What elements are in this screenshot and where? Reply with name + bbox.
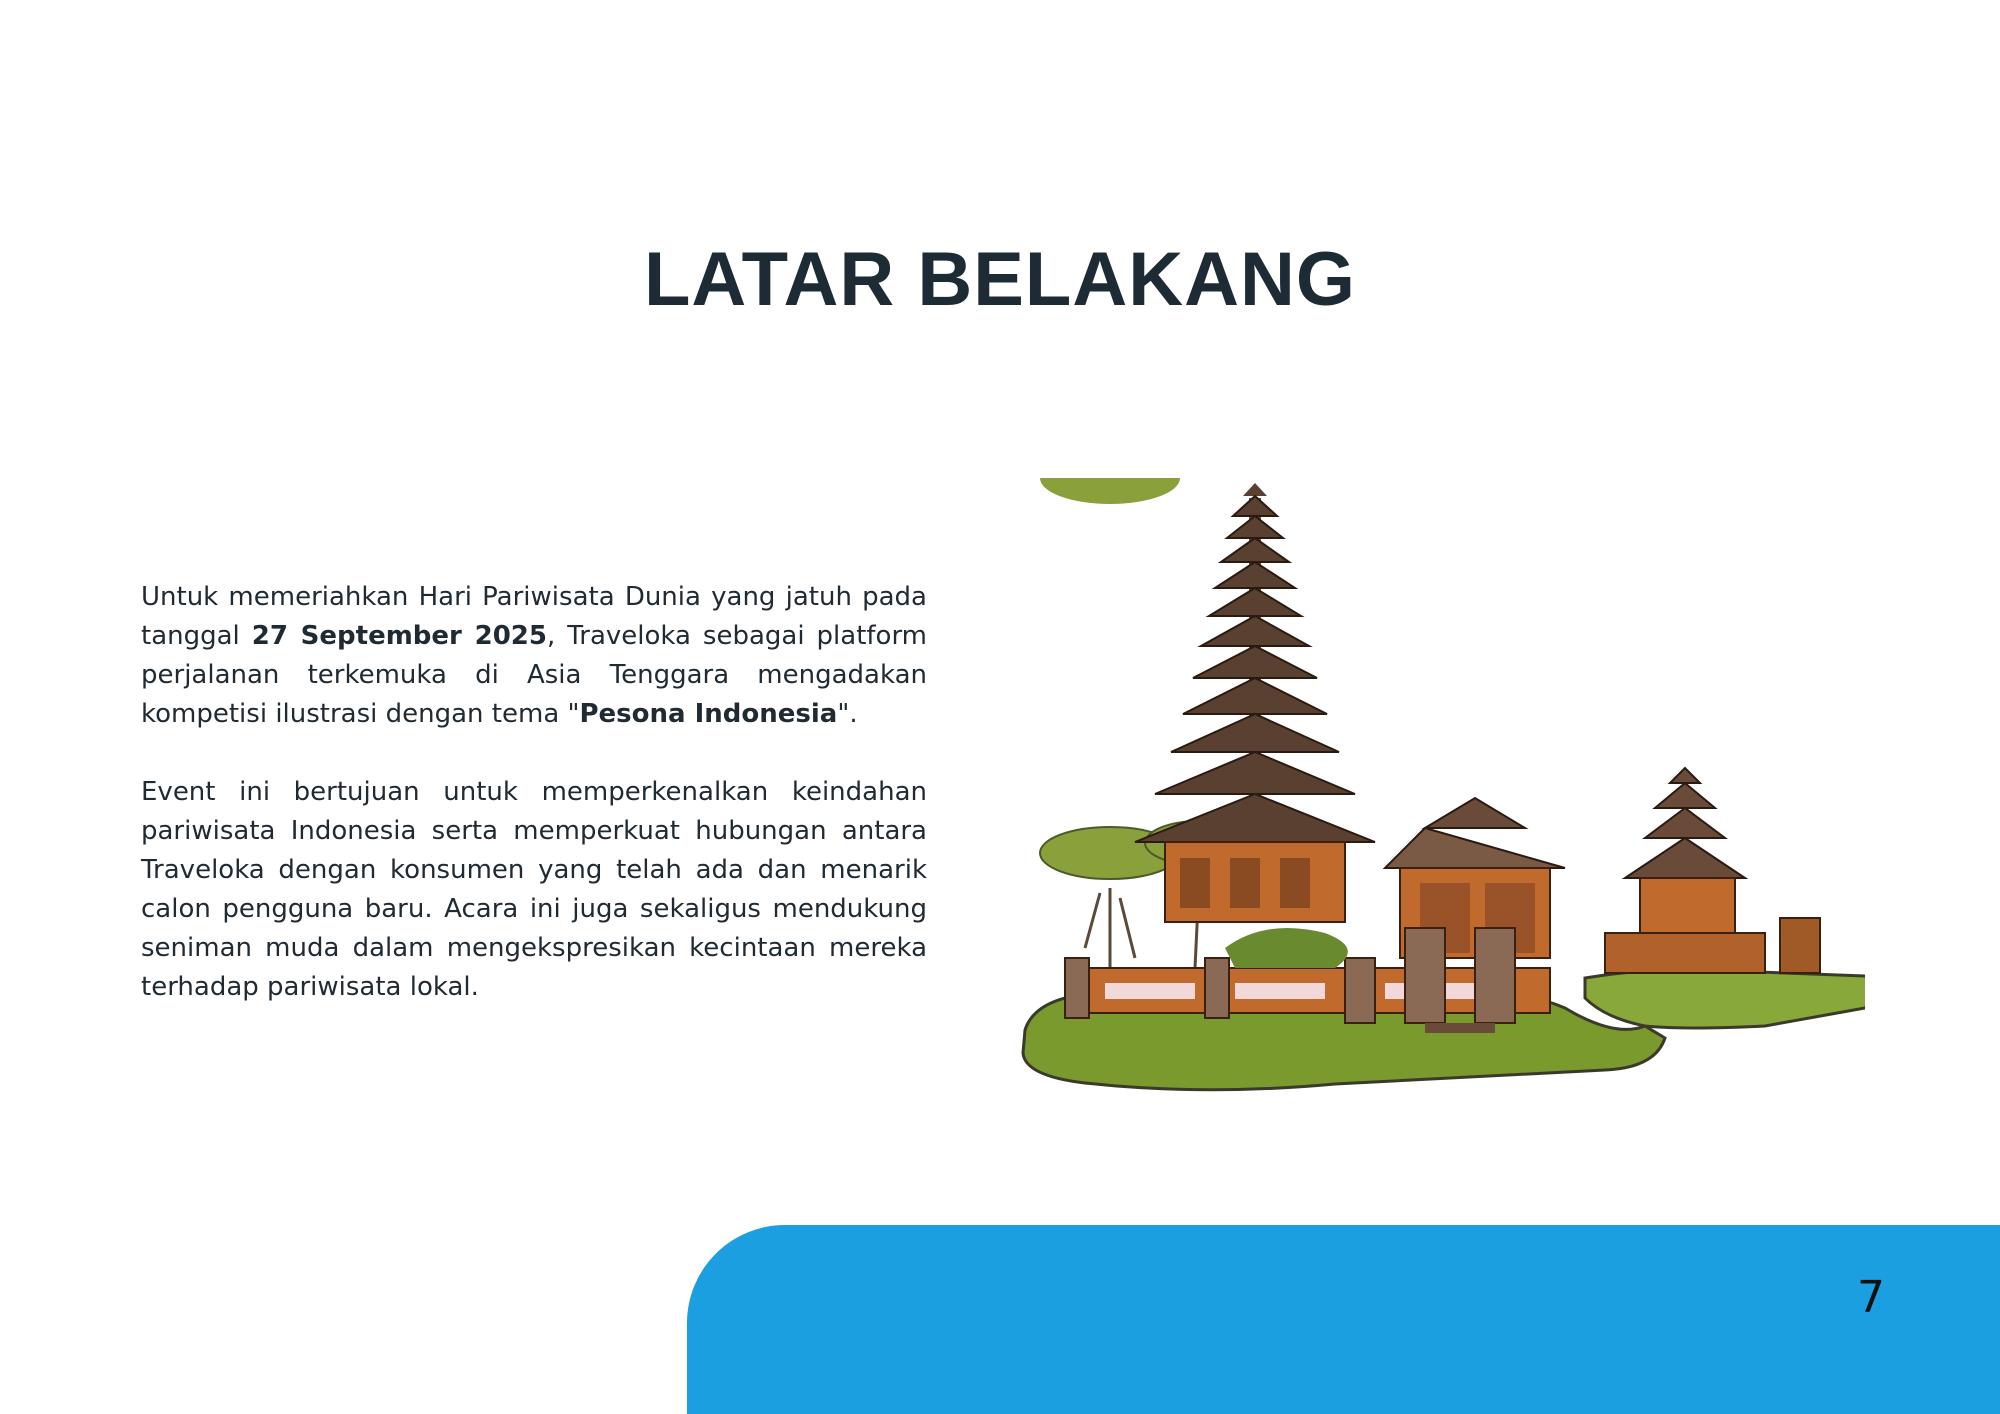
event-date: 27 September 2025 xyxy=(251,621,547,651)
competition-theme: Pesona Indonesia xyxy=(579,699,838,729)
meru-tower xyxy=(1135,483,1375,922)
paragraph-intro-part-1: Untuk memeriahkan Hari Pariwisata Dunia yang jatuh pada tanggal xyxy=(141,582,927,651)
paragraph-intro xyxy=(141,578,927,734)
paragraph-purpose: Event ini bertujuan untuk memperkenalkan keindahan pariwisata Indonesia serta memperkuat hubungan antara Traveloka dengan konsumen yang telah ada dan menarik calon pengguna baru. Acara ini juga sekaligus mendukung seniman muda dalam mengekspresikan kecintaan mereka terhadap pariwisata lokal. xyxy=(141,777,927,1002)
footer-panel xyxy=(687,1225,2000,1414)
page-title: LATAR BELAKANG xyxy=(644,237,1356,322)
temple-illustration xyxy=(1005,478,1865,1108)
page-number: 7 xyxy=(1857,1272,1885,1323)
body-text xyxy=(141,578,927,1007)
shrine-right xyxy=(1605,768,1820,973)
paragraph-intro-part-3: ". xyxy=(837,699,858,729)
paragraph-intro-part-2: , Traveloka sebagai platform perjalanan terkemuka di Asia Tenggara mengadakan kompetisi ilustrasi dengan tema " xyxy=(141,621,928,729)
